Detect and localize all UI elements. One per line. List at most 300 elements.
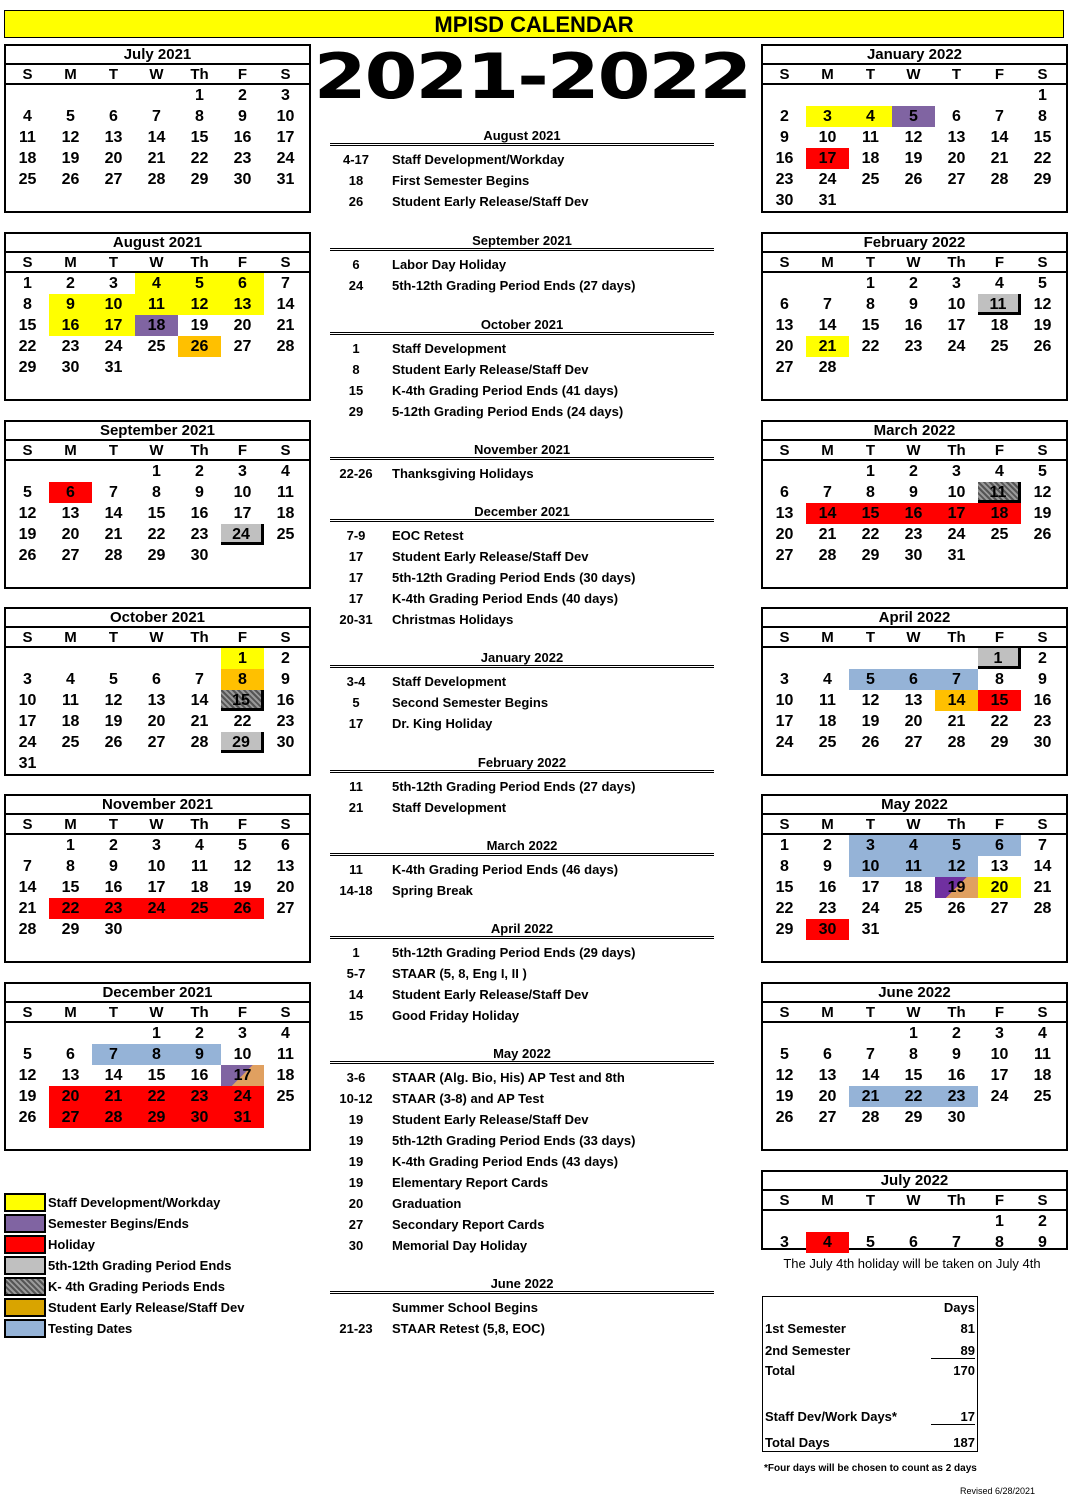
day-cell: 14 (104, 505, 123, 522)
empty-cell (978, 85, 1021, 106)
empty-cell (92, 85, 135, 106)
day-cell: 21 (190, 713, 209, 730)
day-cell: 13 (990, 858, 1009, 875)
day-cell: 4 (849, 106, 892, 127)
day-cell: 17 (18, 713, 37, 730)
weekday-label: S (1037, 442, 1048, 459)
weekday-label: Th (190, 1004, 209, 1021)
calendar-aug21 (4, 232, 311, 401)
calendar-title: July 2022 (763, 1172, 1066, 1191)
day-cell: 25 (904, 900, 923, 917)
day-cell: 15 (147, 505, 166, 522)
empty-cell (92, 461, 135, 482)
weekday-label: W (149, 629, 164, 646)
empty-cell (935, 378, 978, 399)
day-cell: 30 (233, 171, 252, 188)
day-cell: 14 (18, 879, 37, 896)
day-grid (763, 835, 1066, 961)
day-cell: 8 (995, 1234, 1004, 1251)
empty-cell (892, 190, 935, 211)
empty-cell (763, 940, 806, 961)
weekday-label: W (906, 1192, 921, 1209)
empty-cell (935, 1128, 978, 1149)
day-cell: 25 (61, 734, 80, 751)
event-row (330, 609, 714, 630)
event-section (330, 442, 714, 484)
calendar-dec21 (4, 982, 311, 1151)
event-date: 20 (348, 1196, 364, 1211)
day-cell: 26 (18, 547, 37, 564)
event-text: First Semester Begins (392, 173, 530, 188)
weekday-label: M (64, 66, 77, 83)
empty-cell (978, 378, 1021, 399)
event-row (330, 149, 714, 170)
weekday-label: T (108, 66, 119, 83)
weekday-label: S (779, 629, 790, 646)
days-value: 187 (953, 1435, 975, 1450)
day-cell: 24 (947, 526, 966, 543)
day-cell: 1 (780, 837, 789, 854)
day-cell: 13 (221, 294, 264, 315)
day-cell: 1 (866, 463, 875, 480)
day-cell: 3 (806, 106, 849, 127)
event-month-heading: January 2022 (330, 650, 714, 668)
day-cell: 12 (178, 294, 221, 315)
day-cell: 2 (952, 1025, 961, 1042)
weekday-label: S (22, 629, 33, 646)
day-cell: 3 (281, 87, 290, 104)
event-date: 15 (348, 383, 364, 398)
day-cell: 19 (190, 317, 209, 334)
day-cell: 21 (147, 150, 166, 167)
day-grid (6, 273, 309, 399)
empty-cell (892, 940, 935, 961)
day-cell: 15 (978, 690, 1021, 711)
day-cell: 29 (221, 732, 264, 753)
event-row (330, 880, 714, 901)
weekday-label: F (237, 629, 248, 646)
event-text: Christmas Holidays (392, 612, 514, 627)
day-cell: 8 (66, 858, 75, 875)
weekday-label: F (994, 66, 1005, 83)
empty-cell (1021, 753, 1064, 774)
day-cell: 19 (61, 150, 80, 167)
event-text: EOC Retest (392, 528, 464, 543)
empty-cell (264, 545, 307, 566)
event-row (330, 692, 714, 713)
weekday-header (763, 628, 1066, 648)
empty-cell (92, 648, 135, 669)
day-cell: 30 (276, 734, 295, 751)
event-section (330, 755, 714, 818)
weekday-label: T (865, 254, 876, 271)
empty-cell (92, 1023, 135, 1044)
day-cell: 26 (104, 734, 123, 751)
calendar-jul22 (761, 1170, 1068, 1250)
day-cell: 24 (221, 524, 264, 545)
day-cell: 18 (276, 1067, 295, 1084)
day-cell: 20 (818, 1088, 837, 1105)
weekday-label: M (821, 629, 834, 646)
calendar-jul21 (4, 44, 311, 213)
calendar-feb22 (761, 232, 1068, 401)
day-cell: 31 (861, 921, 880, 938)
day-cell: 24 (861, 900, 880, 917)
day-cell: 9 (952, 1046, 961, 1063)
empty-cell (763, 85, 806, 106)
empty-cell (178, 940, 221, 961)
event-row (330, 671, 714, 692)
day-cell: 9 (909, 484, 918, 501)
day-cell: 19 (18, 526, 37, 543)
day-cell: 5 (849, 669, 892, 690)
day-cell: 19 (18, 1088, 37, 1105)
empty-cell (935, 940, 978, 961)
empty-cell (806, 1023, 849, 1044)
event-row (330, 1151, 714, 1172)
calendar-apr22 (761, 607, 1068, 776)
day-cell: 30 (775, 192, 794, 209)
day-cell: 21 (806, 336, 849, 357)
day-cell: 21 (1033, 879, 1052, 896)
event-row (330, 254, 714, 275)
day-cell: 10 (947, 484, 966, 501)
weekday-label: W (906, 254, 921, 271)
event-month-heading: April 2022 (330, 921, 714, 939)
empty-cell (221, 940, 264, 961)
event-row (330, 525, 714, 546)
day-cell: 6 (281, 837, 290, 854)
event-text: STAAR (3-8) and AP Test (392, 1091, 544, 1106)
empty-cell (264, 190, 307, 211)
day-cell: 8 (995, 671, 1004, 688)
empty-cell (135, 566, 178, 587)
day-cell: 12 (61, 129, 80, 146)
weekday-label: M (64, 816, 77, 833)
day-cell: 22 (190, 150, 209, 167)
day-cell: 20 (147, 713, 166, 730)
weekday-label: S (22, 442, 33, 459)
event-section (330, 504, 714, 630)
day-cell: 13 (818, 1067, 837, 1084)
weekday-label: T (108, 1004, 119, 1021)
empty-cell (935, 753, 978, 774)
empty-cell (6, 835, 49, 856)
weekday-label: Th (947, 1192, 966, 1209)
day-cell: 1 (23, 275, 32, 292)
weekday-label: W (906, 629, 921, 646)
day-cell: 30 (1033, 734, 1052, 751)
day-cell: 5 (238, 837, 247, 854)
day-cell: 17 (947, 317, 966, 334)
day-cell: 20 (276, 879, 295, 896)
day-cell: 23 (775, 171, 794, 188)
day-cell: 28 (276, 338, 295, 355)
weekday-label: T (865, 66, 876, 83)
event-row (330, 1318, 714, 1339)
event-month-heading: June 2022 (330, 1276, 714, 1294)
day-cell: 10 (276, 108, 295, 125)
day-cell: 24 (947, 338, 966, 355)
day-cell: 14 (818, 317, 837, 334)
day-cell: 29 (990, 734, 1009, 751)
day-cell: 26 (221, 898, 264, 919)
event-row (330, 191, 714, 212)
empty-cell (806, 1211, 849, 1232)
event-row (330, 797, 714, 818)
legend-item (4, 1276, 245, 1297)
day-cell: 6 (49, 482, 92, 503)
weekday-label: M (64, 629, 77, 646)
empty-cell (178, 753, 221, 774)
event-month-heading: September 2021 (330, 233, 714, 251)
weekday-label: W (149, 442, 164, 459)
event-text: 5th-12th Grading Period Ends (27 days) (392, 779, 636, 794)
day-cell: 19 (904, 150, 923, 167)
day-cell: 24 (221, 1086, 264, 1107)
weekday-label: S (779, 254, 790, 271)
day-cell: 11 (978, 482, 1021, 503)
calendar-nov21 (4, 794, 311, 963)
days-value: 89 (931, 1343, 975, 1359)
event-date: 4-17 (342, 152, 370, 167)
day-cell: 2 (780, 108, 789, 125)
day-cell: 15 (18, 317, 37, 334)
weekday-label: T (865, 816, 876, 833)
event-row (330, 1172, 714, 1193)
empty-cell (806, 753, 849, 774)
empty-cell (178, 919, 221, 940)
weekday-label: F (237, 442, 248, 459)
calendar-may22 (761, 794, 1068, 963)
day-cell: 1 (978, 648, 1021, 669)
day-cell: 15 (861, 317, 880, 334)
weekday-label: W (906, 66, 921, 83)
event-date: 14 (348, 987, 364, 1002)
day-cell: 3 (952, 463, 961, 480)
empty-cell (264, 566, 307, 587)
event-row (330, 463, 714, 484)
day-cell: 12 (233, 858, 252, 875)
legend-swatch (4, 1298, 46, 1317)
event-row (330, 942, 714, 963)
day-cell: 19 (233, 879, 252, 896)
day-cell: 19 (1033, 317, 1052, 334)
weekday-header (763, 1003, 1066, 1023)
empty-cell (849, 1211, 892, 1232)
event-text: Student Early Release/Staff Dev (392, 987, 589, 1002)
day-cell: 27 (947, 171, 966, 188)
day-cell: 6 (909, 1234, 918, 1251)
day-cell: 8 (23, 296, 32, 313)
day-cell: 22 (147, 526, 166, 543)
empty-cell (92, 1128, 135, 1149)
empty-cell (221, 545, 264, 566)
day-cell: 18 (978, 503, 1021, 524)
day-cell: 4 (195, 837, 204, 854)
day-cell: 1 (995, 1213, 1004, 1230)
empty-cell (135, 357, 178, 378)
year-range: 2021-2022 (313, 39, 751, 113)
day-cell: 27 (775, 547, 794, 564)
day-cell: 12 (1033, 484, 1052, 501)
event-month-heading: February 2022 (330, 755, 714, 773)
legend-item (4, 1234, 245, 1255)
day-cell: 15 (849, 503, 892, 524)
day-cell: 2 (109, 837, 118, 854)
weekday-label: S (779, 442, 790, 459)
day-cell: 6 (109, 108, 118, 125)
event-row (330, 1193, 714, 1214)
event-section (330, 650, 714, 734)
day-cell: 22 (233, 713, 252, 730)
empty-cell (978, 919, 1021, 940)
empty-cell (806, 85, 849, 106)
weekday-label: S (280, 629, 291, 646)
weekday-label: S (22, 816, 33, 833)
event-row (330, 984, 714, 1005)
weekday-label: T (951, 66, 962, 83)
day-cell: 9 (1038, 1234, 1047, 1251)
day-cell: 18 (1033, 1067, 1052, 1084)
day-cell: 27 (818, 1109, 837, 1126)
day-cell: 15 (775, 879, 794, 896)
day-cell: 28 (92, 1107, 135, 1128)
empty-cell (763, 378, 806, 399)
event-section (330, 1276, 714, 1339)
event-row (330, 1235, 714, 1256)
weekday-label: F (994, 1192, 1005, 1209)
event-date: 19 (348, 1112, 364, 1127)
day-cell: 21 (92, 1086, 135, 1107)
day-cell: 20 (904, 713, 923, 730)
day-cell: 23 (904, 338, 923, 355)
day-cell: 5 (23, 1046, 32, 1063)
weekday-label: T (108, 816, 119, 833)
empty-cell (221, 1128, 264, 1149)
empty-cell (1021, 940, 1064, 961)
day-cell: 5 (866, 1234, 875, 1251)
day-cell: 26 (1033, 526, 1052, 543)
day-cell: 24 (818, 171, 837, 188)
weekday-label: W (149, 816, 164, 833)
day-grid (763, 273, 1066, 399)
day-grid (6, 85, 309, 211)
weekday-label: T (108, 629, 119, 646)
event-text: Student Early Release/Staff Dev (392, 362, 589, 377)
day-cell: 2 (1038, 1213, 1047, 1230)
day-cell: 24 (18, 734, 37, 751)
day-cell: 16 (818, 879, 837, 896)
day-cell: 2 (823, 837, 832, 854)
day-cell: 28 (818, 547, 837, 564)
calendar-title: September 2021 (6, 422, 309, 441)
event-row (330, 1005, 714, 1026)
day-cell: 23 (818, 900, 837, 917)
weekday-header (763, 441, 1066, 461)
empty-cell (221, 378, 264, 399)
day-cell: 11 (892, 856, 935, 877)
day-cell: 13 (104, 129, 123, 146)
day-cell: 1 (866, 275, 875, 292)
weekday-label: S (779, 1192, 790, 1209)
empty-cell (763, 753, 806, 774)
day-grid (6, 648, 309, 774)
day-cell: 8 (195, 108, 204, 125)
legend-swatch (4, 1319, 46, 1338)
event-section (330, 233, 714, 296)
day-cell: 22 (861, 526, 880, 543)
empty-cell (1021, 378, 1064, 399)
weekday-header (6, 628, 309, 648)
weekday-label: W (149, 66, 164, 83)
day-cell: 7 (23, 858, 32, 875)
weekday-label: M (821, 254, 834, 271)
calendar-title: April 2022 (763, 609, 1066, 628)
day-cell: 26 (61, 171, 80, 188)
day-cell: 14 (104, 1067, 123, 1084)
legend-swatch (4, 1214, 46, 1233)
event-row (330, 1297, 714, 1318)
day-cell: 26 (1033, 338, 1052, 355)
day-cell: 24 (775, 734, 794, 751)
day-cell: 21 (104, 526, 123, 543)
weekday-label: Th (947, 1004, 966, 1021)
event-text: Student Early Release/Staff Dev (392, 549, 589, 564)
day-cell: 3 (952, 275, 961, 292)
weekday-label: W (906, 816, 921, 833)
empty-cell (221, 919, 264, 940)
empty-cell (1021, 566, 1064, 587)
weekday-label: S (280, 1004, 291, 1021)
day-cell: 12 (935, 856, 978, 877)
day-cell: 6 (952, 108, 961, 125)
day-cell: 3 (238, 1025, 247, 1042)
day-cell: 27 (904, 734, 923, 751)
day-cell: 2 (195, 463, 204, 480)
event-date: 10-12 (339, 1091, 373, 1106)
empty-cell (806, 1128, 849, 1149)
empty-cell (763, 461, 806, 482)
day-cell: 26 (775, 1109, 794, 1126)
legend-label: Staff Development/Workday (48, 1195, 221, 1210)
calendar-title: February 2022 (763, 234, 1066, 253)
day-cell: 14 (806, 503, 849, 524)
event-date: 5 (352, 695, 360, 710)
weekday-label: T (108, 254, 119, 271)
day-cell: 30 (61, 359, 80, 376)
legend-swatch (4, 1256, 46, 1275)
event-text: Good Friday Holiday (392, 1008, 520, 1023)
july4-note: The July 4th holiday will be taken on July 4th (783, 1256, 1041, 1271)
day-cell: 13 (61, 1067, 80, 1084)
event-date: 5-7 (346, 966, 366, 981)
empty-cell (135, 190, 178, 211)
day-cell: 2 (909, 463, 918, 480)
day-cell: 4 (892, 835, 935, 856)
page-title: MPISD CALENDAR (4, 10, 1064, 38)
day-cell: 11 (1034, 1046, 1051, 1063)
event-row (330, 275, 714, 296)
empty-cell (1021, 190, 1064, 211)
day-cell: 28 (818, 359, 837, 376)
empty-cell (849, 190, 892, 211)
empty-cell (849, 1128, 892, 1149)
day-cell: 13 (276, 858, 295, 875)
day-cell: 30 (947, 1109, 966, 1126)
day-cell: 22 (49, 898, 92, 919)
day-cell: 31 (18, 755, 37, 772)
